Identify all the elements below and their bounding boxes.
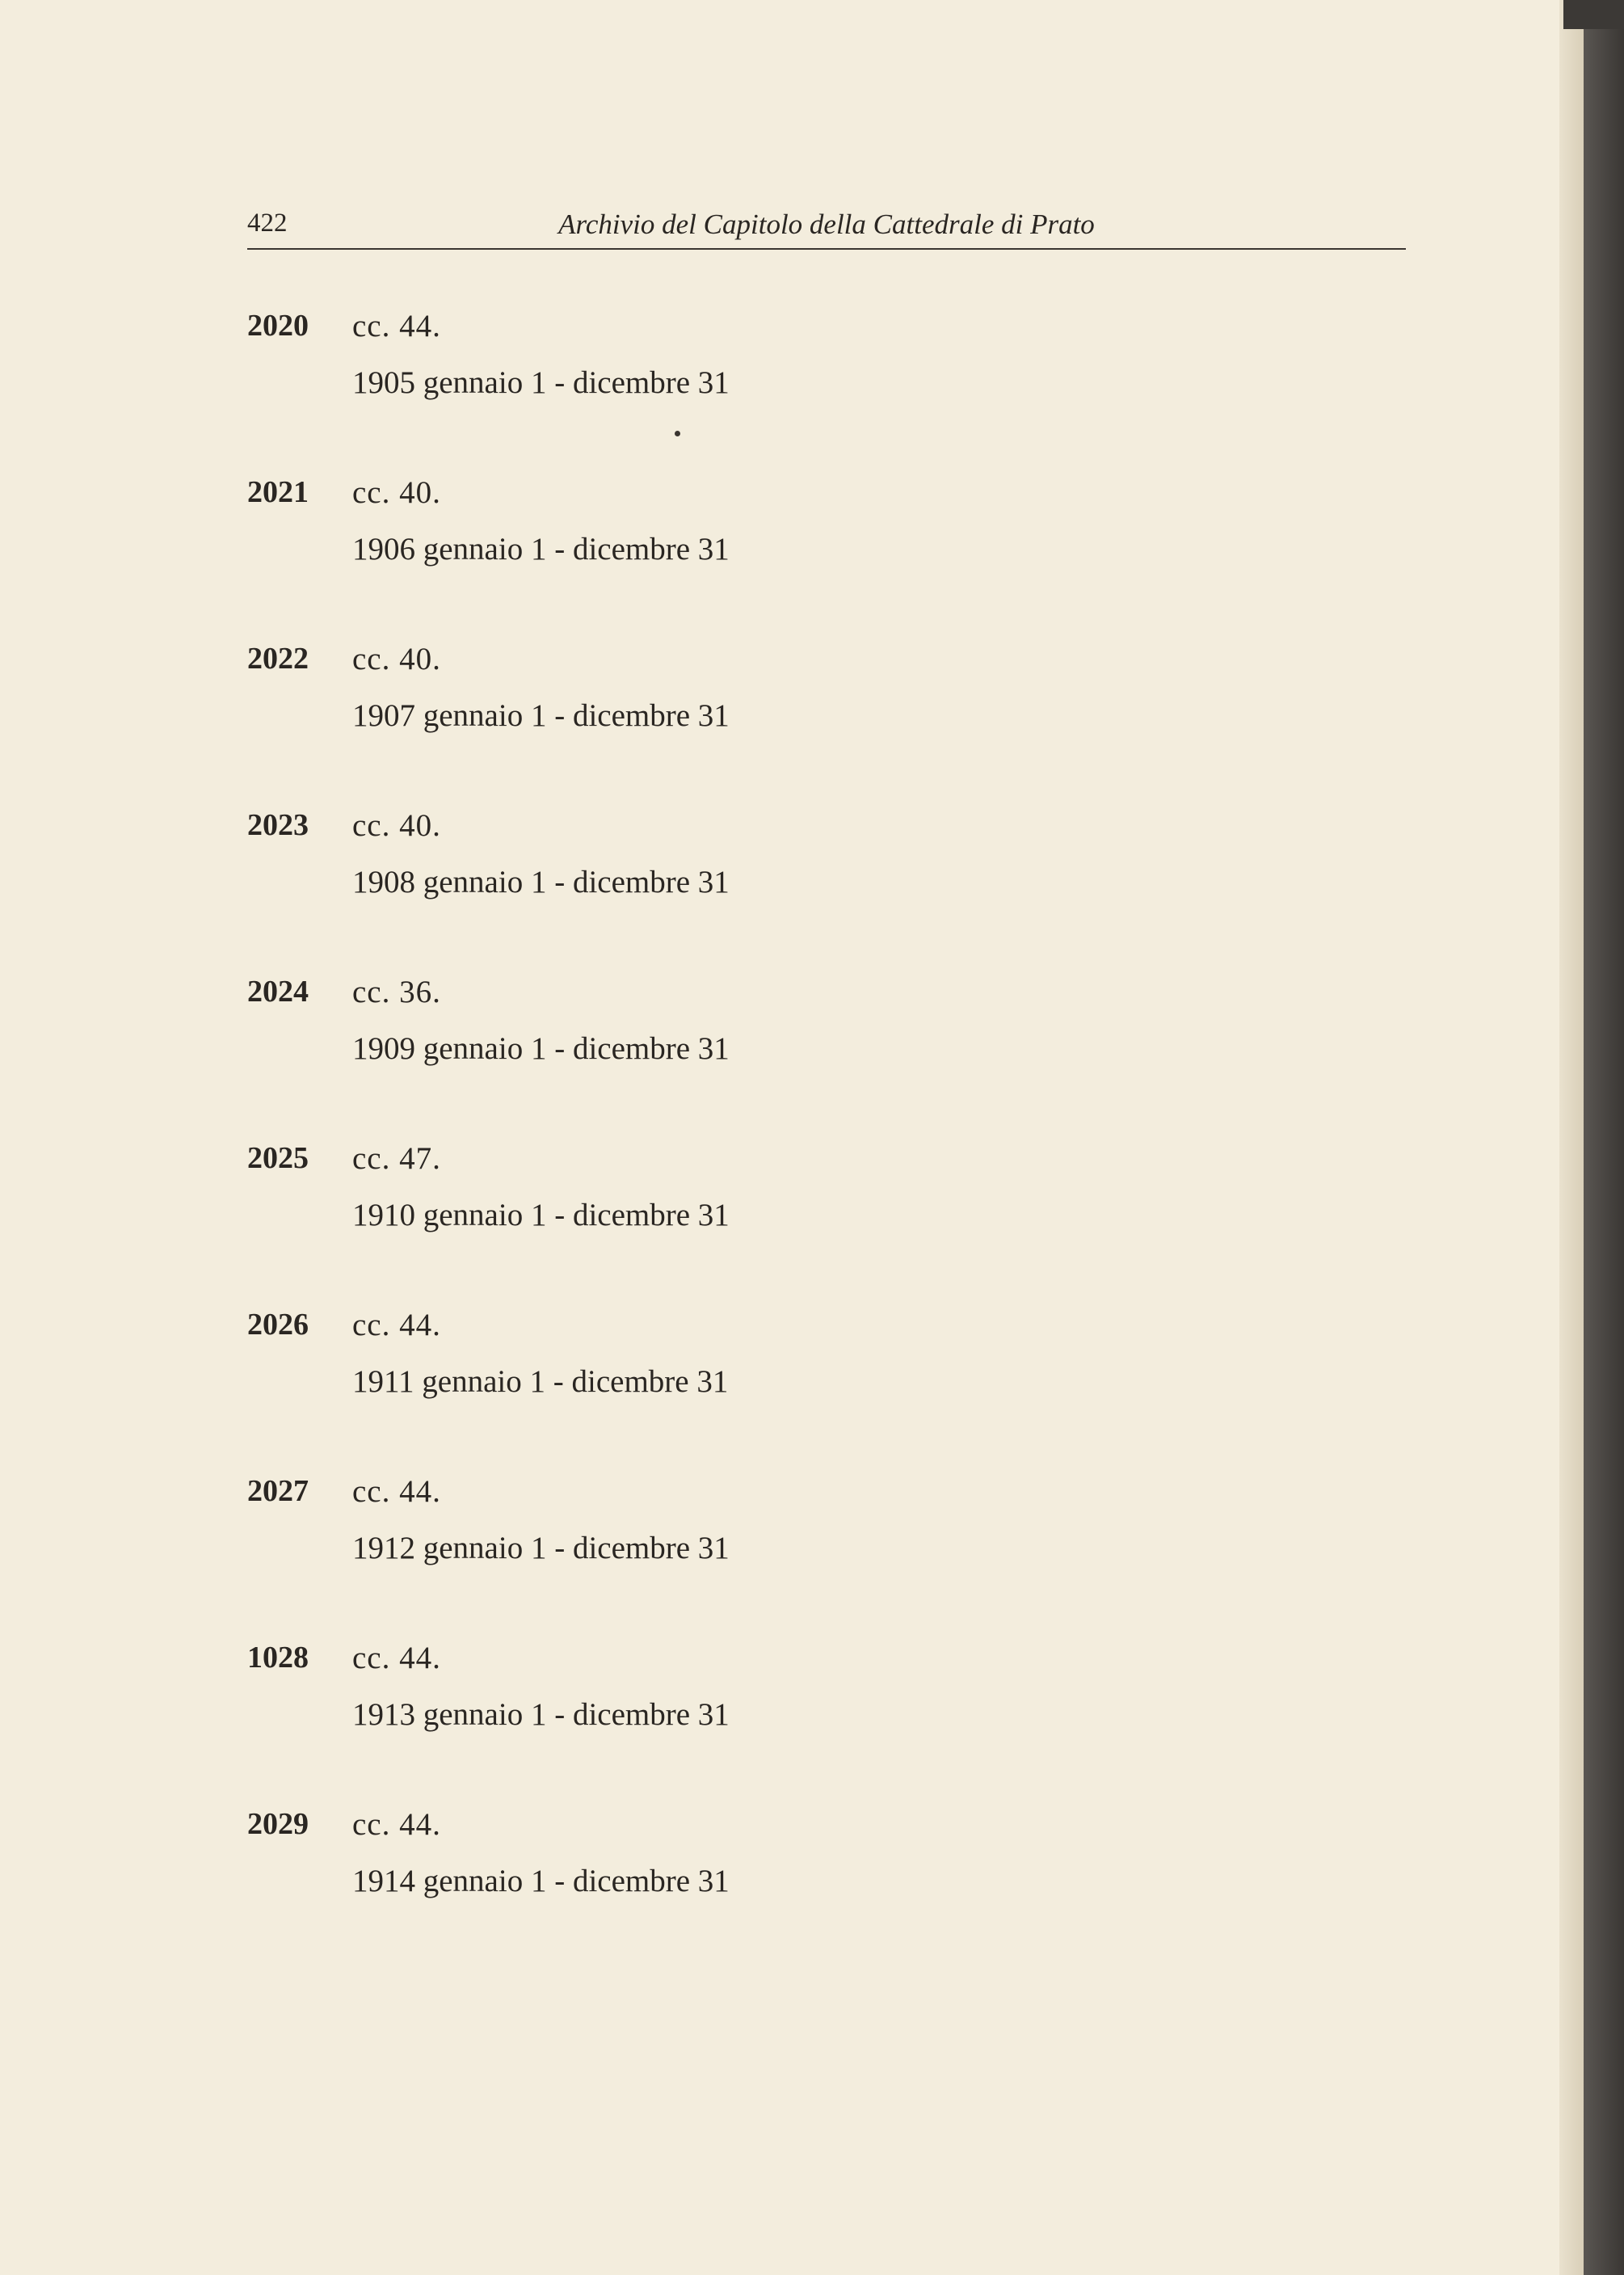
header-rule xyxy=(247,248,1406,250)
entry-dates: 1906 gennaio 1 - dicembre 31 xyxy=(352,532,730,567)
entry-folios: cc. 44. xyxy=(352,1641,441,1675)
page-edge-shadow xyxy=(1559,0,1584,2275)
page-number: 422 xyxy=(247,209,288,238)
entry-number: 2025 xyxy=(247,1141,309,1175)
catalog-entry xyxy=(247,974,974,1140)
catalog-entry xyxy=(247,1640,974,1806)
ink-speck xyxy=(675,431,680,436)
entry-dates: 1909 gennaio 1 - dicembre 31 xyxy=(352,1031,730,1066)
entry-number: 2029 xyxy=(247,1807,309,1841)
entry-dates: 1911 gennaio 1 - dicembre 31 xyxy=(352,1364,729,1399)
entry-folios: cc. 36. xyxy=(352,975,441,1009)
book-edge xyxy=(1584,0,1624,2275)
catalog-entry xyxy=(247,807,974,974)
entry-number: 2022 xyxy=(247,642,309,676)
entry-number: 2023 xyxy=(247,808,309,842)
entry-dates: 1914 gennaio 1 - dicembre 31 xyxy=(352,1864,730,1898)
entry-dates: 1907 gennaio 1 - dicembre 31 xyxy=(352,698,730,733)
catalog-entry xyxy=(247,641,974,807)
book-edge-top xyxy=(1563,0,1624,29)
entry-dates: 1912 gennaio 1 - dicembre 31 xyxy=(352,1531,730,1565)
running-title: Archivio del Capitolo della Cattedrale di Prato xyxy=(558,209,1095,240)
entry-dates: 1905 gennaio 1 - dicembre 31 xyxy=(352,365,730,400)
running-header xyxy=(247,209,1406,249)
entry-folios: cc. 40. xyxy=(352,642,441,676)
catalog-entry xyxy=(247,1473,974,1640)
entry-dates: 1913 gennaio 1 - dicembre 31 xyxy=(352,1697,730,1732)
entry-dates: 1908 gennaio 1 - dicembre 31 xyxy=(352,865,730,899)
entry-number: 1028 xyxy=(247,1641,309,1675)
catalog-entry xyxy=(247,1140,974,1307)
entry-folios: cc. 44. xyxy=(352,1474,441,1509)
entry-folios: cc. 44. xyxy=(352,309,441,343)
entry-folios: cc. 47. xyxy=(352,1141,441,1176)
entry-dates: 1910 gennaio 1 - dicembre 31 xyxy=(352,1198,730,1232)
entry-folios: cc. 40. xyxy=(352,475,441,510)
entry-number: 2021 xyxy=(247,475,309,509)
entry-folios: cc. 44. xyxy=(352,1308,441,1342)
catalog-entry xyxy=(247,308,974,474)
entry-number: 2026 xyxy=(247,1308,309,1342)
entry-number: 2024 xyxy=(247,975,309,1009)
catalog-entry xyxy=(247,1806,974,1973)
entry-list xyxy=(247,308,974,1973)
catalog-entry xyxy=(247,1307,974,1473)
entry-number: 2020 xyxy=(247,309,309,343)
entry-number: 2027 xyxy=(247,1474,309,1508)
entry-folios: cc. 44. xyxy=(352,1807,441,1842)
entry-folios: cc. 40. xyxy=(352,808,441,843)
catalog-entry xyxy=(247,474,974,641)
